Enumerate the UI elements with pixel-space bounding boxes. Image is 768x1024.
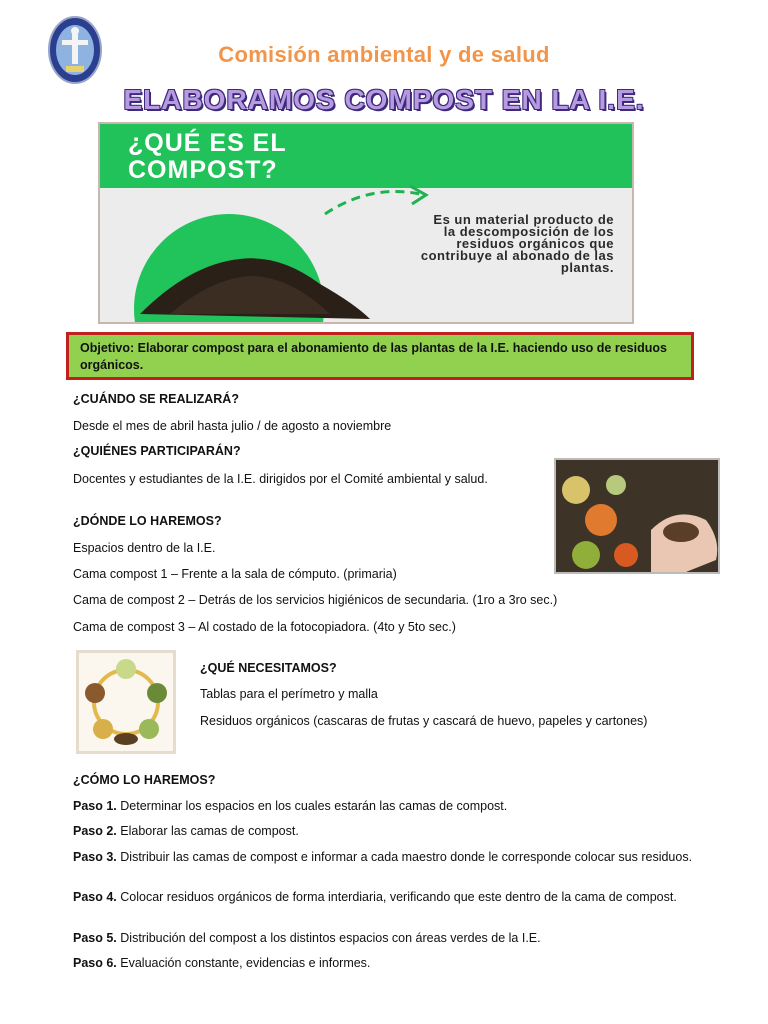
donde-item: Cama compost 1 – Frente a la sala de cómputo. (primaria) — [73, 567, 397, 581]
donde-heading: ¿DÓNDE LO HAREMOS? — [73, 514, 222, 528]
page-title: Comisión ambiental y de salud — [218, 42, 550, 67]
step-item: Paso 4. Colocar residuos orgánicos de forma interdiaria, verificando que este dentro de la cama de compost. — [73, 890, 677, 904]
necesitamos-item: Residuos orgánicos (cascaras de frutas y cascará de huevo, papeles y cartones) — [200, 714, 648, 728]
step-item: Paso 5. Distribución del compost a los distintos espacios con áreas verdes de la I.E. — [73, 931, 541, 945]
cuando-text: Desde el mes de abril hasta julio / de agosto a noviembre — [73, 419, 392, 433]
infographic-description: Es un material producto de la descomposición de los residuos orgánicos que contribuye al abonado de las plantas. — [420, 212, 614, 275]
step-item: Paso 1. Determinar los espacios en los cuales estarán las camas de compost. — [73, 799, 508, 813]
quienes-heading: ¿QUIÉNES PARTICIPARÁN? — [73, 444, 241, 458]
como-heading: ¿CÓMO LO HAREMOS? — [73, 773, 216, 787]
necesitamos-heading: ¿QUÉ NECESITAMOS? — [200, 661, 337, 675]
donde-item: Espacios dentro de la I.E. — [73, 541, 216, 555]
compost-pile-illustration — [130, 164, 430, 324]
compost-infographic — [98, 122, 634, 324]
quienes-text: Docentes y estudiantes de la I.E. dirigidos por el Comité ambiental y salud. — [73, 472, 488, 486]
step-item: Paso 6. Evaluación constante, evidencias e informes. — [73, 956, 371, 970]
donde-item: Cama de compost 2 – Detrás de los servicios higiénicos de secundaria. (1ro a 3ro sec.) — [73, 593, 558, 607]
step-item: Paso 3. Distribuir las camas de compost e informar a cada maestro donde le corresponde colocar sus residuos. — [73, 850, 693, 864]
necesitamos-item: Tablas para el perímetro y malla — [200, 687, 378, 701]
step-item: Paso 2. Elaborar las camas de compost. — [73, 824, 299, 838]
page-subtitle: ELABORAMOS COMPOST EN LA I.E. — [123, 84, 645, 115]
compost-hands-photo — [554, 458, 720, 574]
infographic-title: ¿QUÉ ES EL COMPOST? — [128, 129, 287, 184]
objective-box: Objetivo: Elaborar compost para el abonamiento de las plantas de la I.E. haciendo uso de residuos orgánicos. — [66, 332, 694, 380]
donde-item: Cama de compost 3 – Al costado de la fotocopiadora. (4to y 5to sec.) — [73, 620, 456, 634]
cuando-heading: ¿CUÁNDO SE REALIZARÁ? — [73, 392, 239, 406]
compost-cycle-diagram — [76, 650, 176, 754]
